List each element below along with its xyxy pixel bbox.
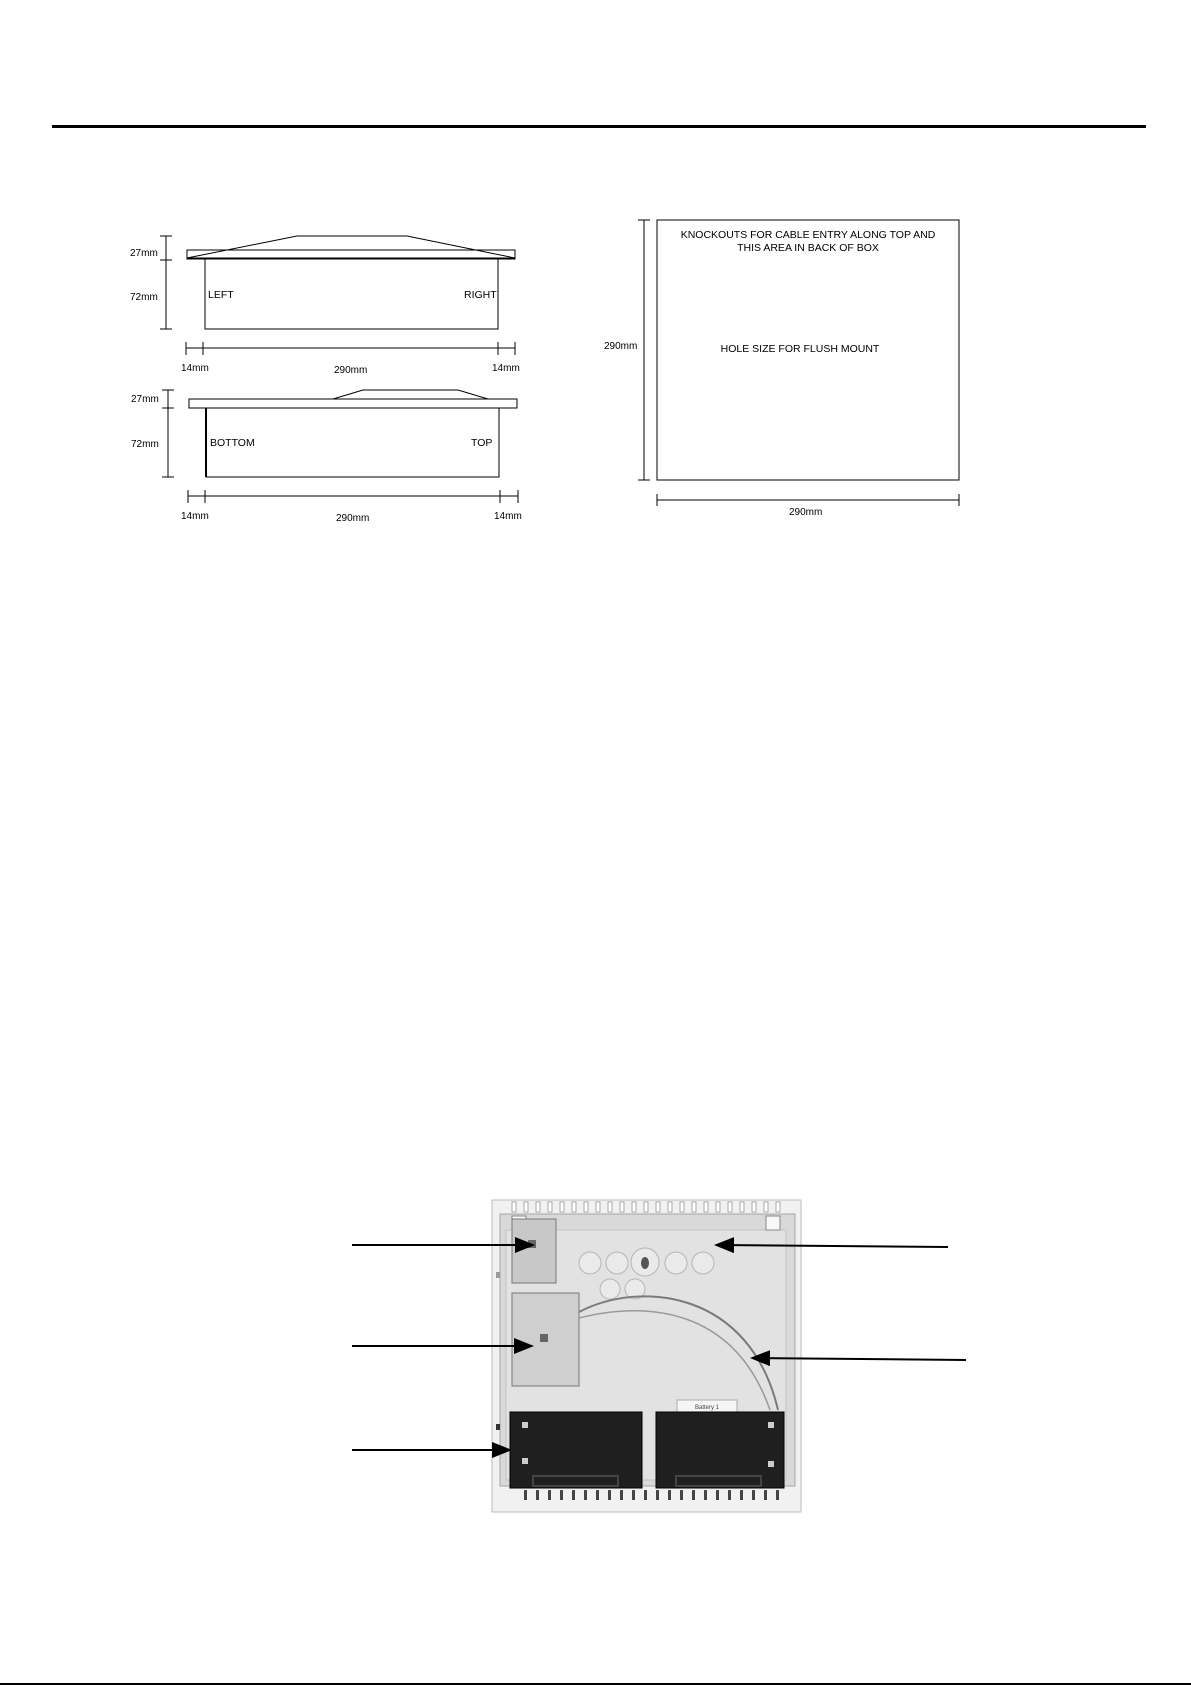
keyhole [641, 1257, 649, 1269]
bottom-label: BOTTOM [210, 437, 255, 449]
lid-height-label: 27mm [130, 248, 158, 259]
flange-left-label: 14mm [181, 363, 209, 374]
lid-taper [187, 236, 515, 258]
knockouts-text-line2: THIS AREA IN BACK OF BOX [737, 242, 879, 254]
lid-rim [189, 399, 517, 408]
height-label: 290mm [604, 341, 638, 352]
body-height-label: 72mm [131, 439, 159, 450]
box-body [205, 259, 498, 329]
width-label: 290mm [336, 513, 370, 524]
back-view [604, 220, 959, 518]
side-view-left-right [130, 236, 520, 376]
body-height-label: 72mm [130, 292, 158, 303]
width-label: 290mm [789, 507, 823, 518]
knockouts-text-line1: KNOCKOUTS FOR CABLE ENTRY ALONG TOP AND [680, 229, 936, 241]
top-vents [512, 1202, 780, 1212]
side-view-bottom-top [131, 390, 522, 524]
lid-taper [333, 390, 488, 399]
flange-right-label: 14mm [492, 363, 520, 374]
top-label: TOP [471, 437, 493, 449]
width-label: 290mm [334, 365, 368, 376]
interior-photo [492, 1200, 801, 1512]
flange-left-label: 14mm [181, 511, 209, 522]
left-label: LEFT [208, 289, 234, 301]
right-label: RIGHT [464, 289, 497, 301]
flange-right-label: 14mm [494, 511, 522, 522]
hole-size-text: HOLE SIZE FOR FLUSH MOUNT [720, 343, 880, 355]
battery-label: Battery 1 [694, 1405, 720, 1411]
top-module [512, 1219, 556, 1283]
lid-height-label: 27mm [131, 394, 159, 405]
